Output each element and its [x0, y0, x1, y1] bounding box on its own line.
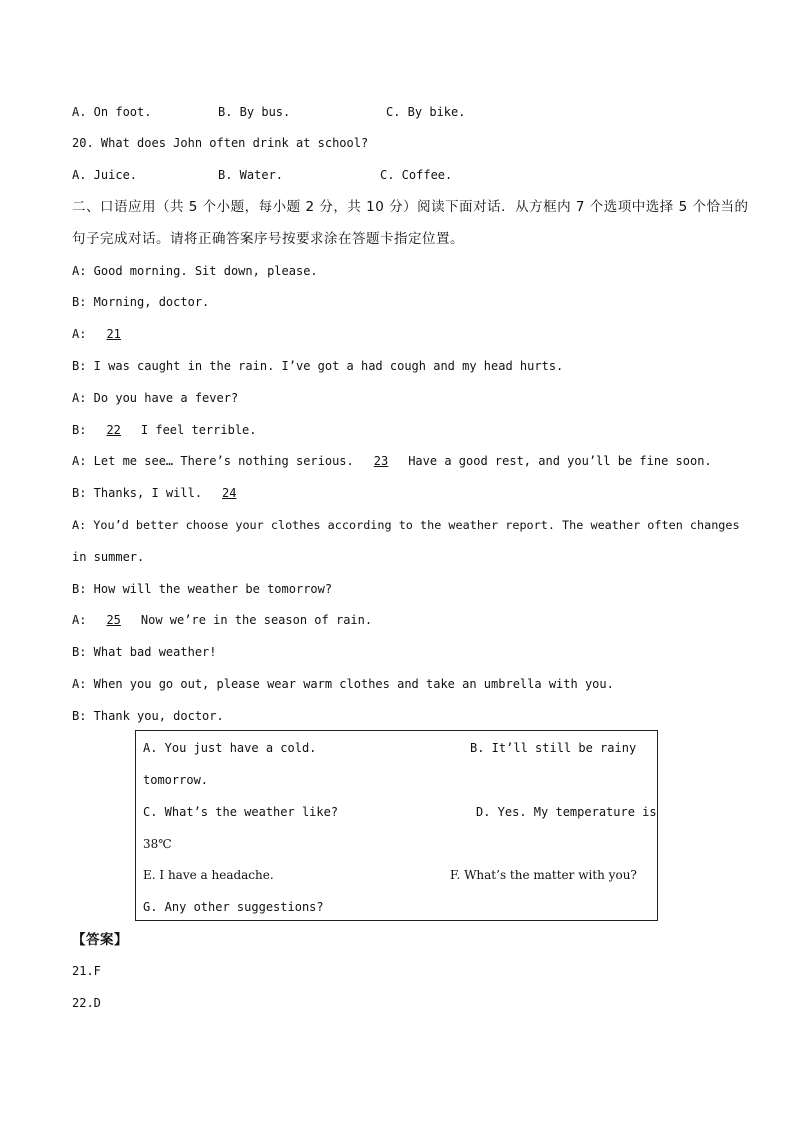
option-g: G. Any other suggestions?	[143, 900, 324, 914]
blank-22: 22	[106, 423, 121, 437]
dialogue-line: A: Do you have a fever?	[72, 391, 239, 405]
dialogue-line: A: Good morning. Sit down, please.	[72, 264, 318, 278]
q20-option-c: C. Coffee.	[380, 168, 453, 182]
dialogue-line: A: You’d better choose your clothes according to the weather report. The weather often changes	[72, 518, 740, 532]
section2-instruction-line2: 句子完成对话。请将正确答案序号按要求涂在答题卡指定位置。	[72, 231, 464, 247]
dialogue-line: A: When you go out, please wear warm clothes and take an umbrella with you.	[72, 677, 614, 691]
blank-23: 23	[373, 454, 389, 468]
dialogue-line: in summer.	[72, 550, 145, 564]
dialogue-line: B: Morning, doctor.	[72, 295, 210, 309]
dialogue-line-blank-25: A: 25 Now we’re in the season of rain.	[72, 613, 373, 627]
blank-25: 25	[106, 613, 121, 627]
q19-option-c: C. By bike.	[386, 105, 466, 119]
option-a: A. You just have a cold.	[143, 741, 317, 755]
blank-21: 21	[106, 327, 121, 341]
option-d-part1: D. Yes. My temperature is	[476, 805, 657, 819]
dialogue-line-blank-24: B: Thanks, I will. 24	[72, 485, 249, 501]
dialogue-line: B: How will the weather be tomorrow?	[72, 582, 333, 596]
q19-option-a: A. On foot.	[72, 105, 152, 119]
section2-instruction-line1: 二、口语应用（共 5 个小题，每小题 2 分，共 10 分）阅读下面对话．从方框内 7 个选项中选择 5 个恰当的	[72, 199, 749, 215]
dialogue-line-blank-21: A: 21	[72, 326, 134, 342]
answer-22: 22.D	[72, 996, 101, 1010]
q19-option-b: B. By bus.	[218, 105, 291, 119]
q20-question: 20. What does John often drink at school?	[72, 136, 369, 150]
option-f: F. What’s the matter with you?	[450, 868, 637, 882]
dialogue-line: B: Thank you, doctor.	[72, 709, 224, 723]
blank-24: 24	[222, 486, 237, 500]
options-box	[135, 730, 658, 921]
q20-options	[72, 167, 453, 183]
dialogue-line: B: What bad weather!	[72, 645, 217, 659]
q20-option-a: A. Juice.	[72, 168, 138, 182]
option-d-part2: 38℃	[143, 837, 172, 851]
option-b-part1: B. It’ll still be rainy	[470, 741, 637, 755]
option-c: C. What’s the weather like?	[143, 805, 339, 819]
option-e: E. I have a headache.	[143, 868, 274, 882]
option-b-part2: tomorrow.	[143, 773, 209, 787]
answer-21: 21.F	[72, 964, 101, 978]
q20-option-b: B. Water.	[218, 168, 284, 182]
answer-heading: 【答案】	[72, 932, 128, 948]
q19-options	[72, 104, 466, 120]
dialogue-line: B: I was caught in the rain. I’ve got a had cough and my head hurts.	[72, 359, 564, 373]
dialogue-line-blank-22: B: 22 I feel terrible.	[72, 423, 257, 437]
dialogue-line-blank-23: A: Let me see… There’s nothing serious. 23 Have a good rest, and you’ll be fine soon.	[72, 454, 712, 468]
